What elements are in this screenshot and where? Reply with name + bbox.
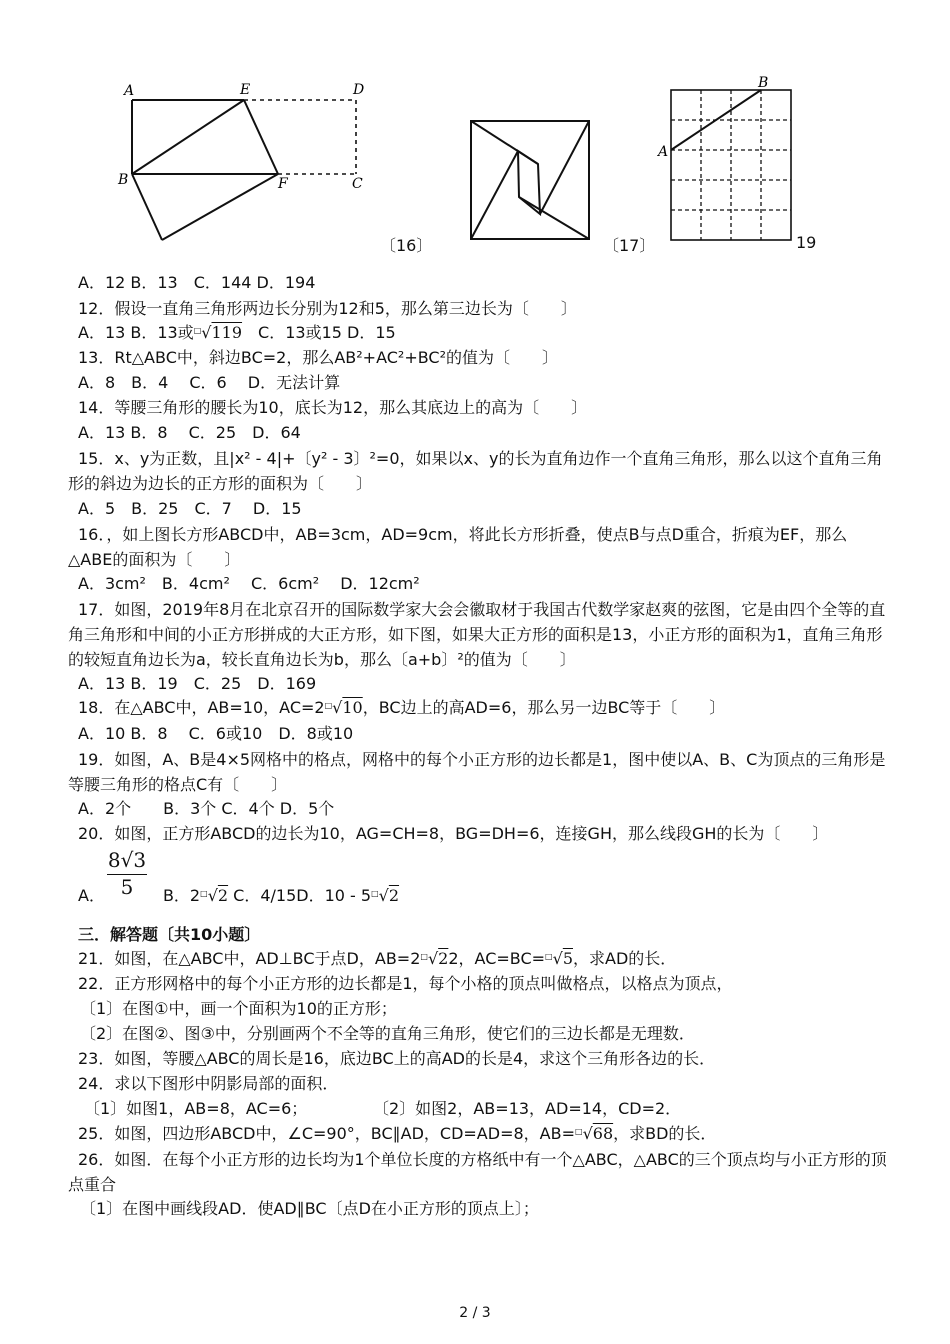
q17-options: A．13 B．19 C．25 D．169 <box>78 674 317 693</box>
q25-part-b: ，求BD的长． <box>613 1124 717 1143</box>
q20-option-a-label: A． <box>78 886 105 905</box>
figure-17-caption: 〔17〕 <box>603 236 656 255</box>
q16-stem: 16．，如上图长方形ABCD中，AB=3cm，AD=9cm，将此长方形折叠，使点B与点D重合，折痕为EF，那么△ABE的面积为〔 〕 <box>68 525 848 569</box>
fig16-label-b: B <box>118 172 129 188</box>
q25-text <box>78 1123 716 1145</box>
q15-options: A．5 B．25 C．7 D．15 <box>78 499 302 518</box>
q21-part-c: ，求AD的长． <box>573 949 677 968</box>
section-3-title: 三．解答题〔共10小题〕 <box>78 925 261 944</box>
q24-stem: 24．求以下图形中阴影局部的面积． <box>78 1074 339 1093</box>
q20-option-cd: C．4/15D．10 - 5 <box>233 886 372 905</box>
q20-b-sqrt: □√2 <box>200 886 229 905</box>
q20-stem: 20．如图，正方形ABCD的边长为10，AG=CH=8，BG=DH=6，连接GH，那么线段GH的长为〔 〕 <box>78 824 829 843</box>
q12-root-value: 119 <box>211 323 243 342</box>
q23-text: 23．如图，等腰△ABC的周长是16，底边BC上的高AD的长是4，求这个三角形各边的长． <box>78 1049 716 1068</box>
q26-stem: 26．如图．在每个小正方形的边长均为1个单位长度的方格纸中有一个△ABC，△ABC的三个顶点均与小正方形的顶点重合 <box>68 1150 887 1194</box>
fig16-label-f: F <box>278 176 288 192</box>
q25-root: 68 <box>592 1124 614 1143</box>
fig16-label-e: E <box>240 82 251 98</box>
q26-part-1: 〔1〕在图中画线段AD．使AD∥BC〔点D在小正方形的顶点上〕； <box>80 1199 539 1218</box>
q20-options <box>78 885 399 907</box>
figure-16-diagram <box>110 78 390 248</box>
q22-stem: 22．正方形网格中的每个小正方形的边长都是1，每个小格的顶点叫做格点，以格点为顶点， <box>78 974 733 993</box>
q22-part-1: 〔1〕在图①中，画一个面积为10的正方形； <box>80 999 397 1018</box>
fig16-label-c: C <box>352 176 363 192</box>
q11-options: A．12 B．13 C．144 D．194 <box>78 273 316 292</box>
q21-text <box>78 948 676 970</box>
q12-options <box>78 322 396 344</box>
q18-stem <box>78 697 725 719</box>
q24-part-2: 〔2〕如图2，AB=13，AD=14，CD=2． <box>373 1099 682 1118</box>
q14-stem: 14．等腰三角形的腰长为10，底长为12，那么其底边上的高为〔 〕 <box>78 398 588 417</box>
q21-part-b: 2，AC=BC= <box>448 949 546 968</box>
q21-root-2: 5 <box>562 949 573 968</box>
fig16-label-d: D <box>353 82 365 98</box>
q25-sqrt: □√68 <box>575 1124 614 1143</box>
q17-stem: 17．如图，2019年8月在北京召开的国际数学家大会会徽取材于我国古代数学家赵爽的弦图，它是由四个全等的直角三角形和中间的小正方形拼成的大正方形，如下图，如果大正方形的面积是13，小正方形的面积为1，直角三角形的较短直角边长为a，较长直角边长为b，那么〔a+b〕²的值为〔 〕 <box>68 600 886 669</box>
q12-options-tail: C．13或15 D．15 <box>242 323 396 342</box>
q12-sqrt: □√119 <box>193 323 243 342</box>
q18-stem-tail: ，BC边上的高AD=6，那么另一边BC等于〔 〕 <box>362 698 726 717</box>
q21-sqrt-2: □√5 <box>545 949 573 968</box>
q15-stem: 15．x、y为正数，且|x² - 4|+〔y² - 3〕²=0，如果以x、y的长为直角边作一个直角三角形，那么以这个直角三角形的斜边为边长的正方形的面积为〔 〕 <box>68 449 883 493</box>
q21-sqrt-1: □√2 <box>420 949 449 968</box>
q16-options: A．3cm² B．4cm² C．6cm² D．12cm² <box>78 574 420 593</box>
q24-part-1: 〔1〕如图1，AB=8，AC=6； <box>84 1099 308 1118</box>
q21-part-a: 21．如图，在△ABC中，AD⊥BC于点D，AB=2 <box>78 949 421 968</box>
page-number: 2 / 3 <box>459 1305 491 1321</box>
figure-19-grid <box>650 72 800 244</box>
q14-options: A．13 B．8 C．25 D．64 <box>78 423 301 442</box>
q12-stem: 12．假设一直角三角形两边长分别为12和5，那么第三边长为〔 〕 <box>78 299 577 318</box>
q22-part-2: 〔2〕在图②、图③中，分别画两个不全等的直角三角形，使它们的三边长都是无理数． <box>80 1024 695 1043</box>
figure-19-caption: 19 <box>796 233 817 252</box>
q20-option-a-denominator: 5 <box>120 875 134 899</box>
q12-options-head: A．13 B．13或 <box>78 323 194 342</box>
q20-option-a-numerator: 8√3 <box>107 848 147 875</box>
figure-17-diagram <box>465 115 595 245</box>
q20-option-b: B．2 <box>162 886 201 905</box>
figure-16-caption: 〔16〕 <box>380 236 433 255</box>
q19-options: A．2个 B．3个 C．4个 D．5个 <box>78 799 335 818</box>
q19-stem: 19．如图，A、B是4×5网格中的格点，网格中的每个小正方形的边长都是1，图中使以A、B、C为顶点的三角形是等腰三角形的格点C有〔 〕 <box>68 750 886 794</box>
q13-options: A．8 B．4 C．6 D．无法计算 <box>78 373 341 392</box>
q20-d-root: 2 <box>388 886 400 905</box>
fig16-label-a: A <box>124 83 135 99</box>
q20-d-sqrt: □√2 <box>371 886 400 905</box>
q18-options: A．10 B．8 C．6或10 D．8或10 <box>78 724 354 743</box>
q21-root-1: 2 <box>438 949 449 968</box>
q13-stem: 13．Rt△ABC中，斜边BC=2，那么AB²+AC²+BC²的值为〔 〕 <box>78 348 559 367</box>
q18-sqrt: □√10 <box>324 698 363 717</box>
q20-b-root: 2 <box>217 886 229 905</box>
q25-part-a: 25．如图，四边形ABCD中，∠C=90°，BC∥AD，CD=AD=8，AB= <box>78 1124 575 1143</box>
q18-stem-head: 18．在△ABC中，AB=10，AC=2 <box>78 698 325 717</box>
fig19-label-a: A <box>658 144 669 160</box>
fig19-label-b: B <box>758 75 769 91</box>
q18-root-value: 10 <box>342 698 363 717</box>
